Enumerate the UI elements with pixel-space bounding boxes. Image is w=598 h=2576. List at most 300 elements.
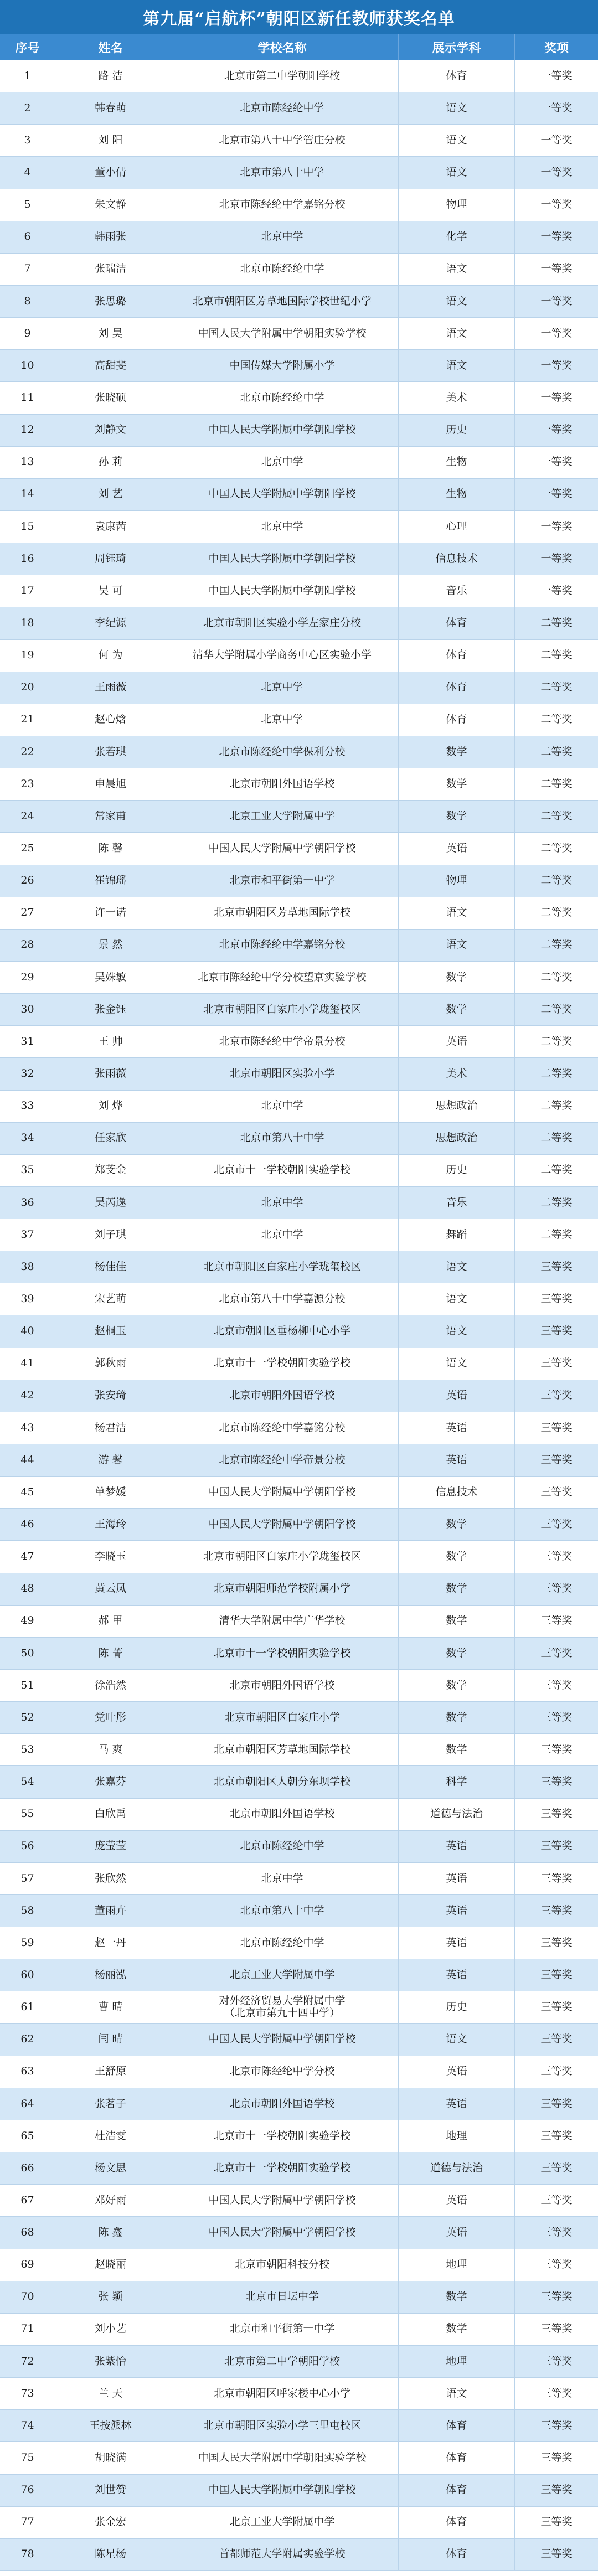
cell-school: 北京中学 [166, 704, 399, 736]
cell-award: 三等奖 [540, 1775, 573, 1788]
table-row [0, 157, 598, 189]
cell-subject: 语文 [399, 897, 515, 929]
cell-subject: 生物 [399, 447, 515, 478]
table-row [0, 1509, 598, 1541]
cell-school: 北京市十一学校朝阳实验学校 [166, 1348, 399, 1380]
cell-number: 73 [0, 2378, 55, 2409]
cell-award: 二等奖 [540, 874, 573, 887]
cell-subject: 英语 [399, 833, 515, 864]
cell-name: 常家甫 [55, 801, 166, 832]
cell-award: 一等奖 [540, 359, 573, 371]
cell-award: 一等奖 [540, 133, 573, 146]
table-row [0, 640, 598, 672]
cell-subject: 生物 [399, 479, 515, 510]
cell-subject: 数学 [399, 1702, 515, 1733]
cell-number: 68 [0, 2217, 55, 2248]
cell-number: 49 [0, 1606, 55, 1637]
cell-name: 袁康茜 [55, 511, 166, 543]
cell-subject: 历史 [399, 415, 515, 446]
cell-school: 北京市朝阳区芳草地国际学校 [166, 897, 399, 929]
cell-school: 首都师范大学附属实验学校 [166, 2539, 399, 2570]
cell-subject: 英语 [399, 1927, 515, 1959]
cell-name: 王 帅 [55, 1026, 166, 1057]
table-row [0, 1412, 598, 1444]
cell-school: 北京市朝阳区白家庄小学 [166, 1702, 399, 1733]
cell-subject: 数学 [399, 736, 515, 768]
cell-name: 董雨卉 [55, 1895, 166, 1927]
cell-number: 65 [0, 2120, 55, 2152]
cell-award: 三等奖 [540, 1936, 573, 1949]
table-row [0, 2249, 598, 2281]
cell-school: 北京市朝阳区实验小学三里屯校区 [166, 2410, 399, 2441]
cell-school: 中国人民大学附属中学朝阳学校 [166, 2024, 399, 2056]
cell-number: 1 [0, 60, 55, 92]
cell-school: 北京市十一学校朝阳实验学校 [166, 2152, 399, 2184]
cell-subject: 英语 [399, 1412, 515, 1444]
cell-subject: 语文 [399, 350, 515, 381]
cell-school: 北京市陈经纶中学 [166, 382, 399, 414]
cell-name: 单梦媛 [55, 1477, 166, 1508]
cell-school: 北京市第八十中学 [166, 157, 399, 188]
cell-school: 北京市和平街第一中学 [166, 865, 399, 897]
cell-name: 赵晓丽 [55, 2249, 166, 2281]
cell-number: 2 [0, 92, 55, 124]
cell-school: 中国人民大学附属中学朝阳实验学校 [166, 2442, 399, 2474]
cell-school: 北京市陈经纶中学 [166, 1927, 399, 1959]
cell-school: 北京市朝阳外国语学校 [166, 768, 399, 800]
cell-subject: 数学 [399, 768, 515, 800]
table-row [0, 1991, 598, 2023]
cell-award: 三等奖 [540, 2548, 573, 2560]
cell-award: 三等奖 [540, 2322, 573, 2335]
cell-number: 3 [0, 125, 55, 156]
cell-school: 中国人民大学附属中学朝阳学校 [166, 1509, 399, 1540]
cell-award: 三等奖 [540, 1517, 573, 1530]
table-row [0, 1927, 598, 1959]
cell-award: 二等奖 [540, 1164, 573, 1176]
cell-award: 二等奖 [540, 1099, 573, 1112]
cell-school: 北京工业大学附属中学 [166, 2507, 399, 2538]
table-row [0, 60, 598, 92]
table-row [0, 1155, 598, 1187]
cell-name: 宋艺萌 [55, 1283, 166, 1315]
cell-subject: 信息技术 [399, 1477, 515, 1508]
cell-subject: 体育 [399, 607, 515, 639]
table-row [0, 1058, 598, 1090]
cell-award: 二等奖 [540, 1035, 573, 1047]
cell-school: 北京市第八十中学 [166, 1895, 399, 1927]
table-row [0, 1734, 598, 1766]
cell-number: 54 [0, 1766, 55, 1798]
table-row [0, 1831, 598, 1863]
cell-school: 北京市第八十中学嘉源分校 [166, 1283, 399, 1315]
cell-subject: 英语 [399, 2217, 515, 2248]
cell-subject: 数学 [399, 2281, 515, 2313]
table-row [0, 1895, 598, 1927]
table-row [0, 1638, 598, 1670]
cell-subject: 道德与法治 [399, 1799, 515, 1830]
cell-number: 77 [0, 2507, 55, 2538]
cell-award: 一等奖 [540, 69, 573, 82]
table-row [0, 1766, 598, 1798]
cell-subject: 语文 [399, 2378, 515, 2409]
cell-number: 14 [0, 479, 55, 510]
cell-award: 三等奖 [540, 1421, 573, 1434]
cell-number: 8 [0, 286, 55, 317]
cell-name: 黄云凤 [55, 1573, 166, 1605]
cell-subject: 英语 [399, 2185, 515, 2216]
cell-award: 三等奖 [540, 2258, 573, 2271]
cell-number: 31 [0, 1026, 55, 1057]
cell-name: 刘子琪 [55, 1219, 166, 1251]
table-row [0, 2056, 598, 2088]
cell-award: 二等奖 [540, 970, 573, 983]
cell-name: 兰 天 [55, 2378, 166, 2409]
cell-number: 28 [0, 930, 55, 961]
cell-number: 37 [0, 1219, 55, 1251]
cell-award: 三等奖 [540, 1840, 573, 1852]
cell-school: 北京市朝阳区垂杨柳中心小学 [166, 1315, 399, 1347]
cell-award: 三等奖 [540, 1904, 573, 1917]
cell-number: 57 [0, 1863, 55, 1894]
cell-name: 陈 鑫 [55, 2217, 166, 2248]
cell-subject: 英语 [399, 1444, 515, 1476]
cell-subject: 英语 [399, 2088, 515, 2120]
cell-name: 张思璐 [55, 286, 166, 317]
cell-award: 三等奖 [540, 2451, 573, 2464]
cell-award: 二等奖 [540, 649, 573, 662]
cell-award: 三等奖 [540, 1679, 573, 1691]
cell-subject: 语文 [399, 286, 515, 317]
cell-subject: 地理 [399, 2249, 515, 2281]
cell-number: 4 [0, 157, 55, 188]
cell-number: 63 [0, 2056, 55, 2088]
cell-number: 9 [0, 318, 55, 349]
cell-subject: 数学 [399, 801, 515, 832]
cell-school: 中国传媒大学附属小学 [166, 350, 399, 381]
cell-name: 陈星杨 [55, 2539, 166, 2570]
cell-name: 赵一丹 [55, 1927, 166, 1959]
cell-award: 三等奖 [540, 1389, 573, 1402]
cell-name: 刘 艺 [55, 479, 166, 510]
cell-award: 三等奖 [540, 1711, 573, 1723]
cell-subject: 数学 [399, 2314, 515, 2345]
cell-subject: 体育 [399, 60, 515, 92]
cell-name: 陈 菁 [55, 1638, 166, 1669]
cell-school: 中国人民大学附属中学朝阳学校 [166, 1477, 399, 1508]
cell-name: 赵桐玉 [55, 1315, 166, 1347]
cell-school: 北京市第二中学朝阳学校 [166, 60, 399, 92]
cell-award: 一等奖 [540, 424, 573, 436]
table-row [0, 1444, 598, 1477]
cell-name: 刘小艺 [55, 2314, 166, 2345]
cell-award: 一等奖 [540, 198, 573, 211]
cell-school: 北京市第八十中学 [166, 1123, 399, 1154]
cell-name: 杨佳佳 [55, 1251, 166, 1283]
table-row [0, 1026, 598, 1058]
cell-name: 韩雨张 [55, 221, 166, 253]
cell-name: 张金宏 [55, 2507, 166, 2538]
cell-name: 游 馨 [55, 1444, 166, 1476]
cell-number: 48 [0, 1573, 55, 1605]
cell-number: 42 [0, 1380, 55, 1412]
cell-award: 二等奖 [540, 1003, 573, 1015]
cell-award: 三等奖 [540, 2387, 573, 2399]
table-row [0, 2088, 598, 2120]
cell-subject: 语文 [399, 1348, 515, 1380]
cell-name: 吴芮逸 [55, 1187, 166, 1219]
cell-subject: 音乐 [399, 1187, 515, 1219]
cell-award: 三等奖 [540, 1614, 573, 1627]
cell-name: 许一诺 [55, 897, 166, 929]
cell-award: 二等奖 [540, 809, 573, 822]
table-row [0, 930, 598, 962]
cell-school: 清华大学附属小学商务中心区实验小学 [166, 640, 399, 672]
cell-subject: 英语 [399, 1863, 515, 1894]
table-row [0, 350, 598, 382]
header-name: 姓名 [55, 34, 166, 60]
cell-school: 北京市陈经纶中学 [166, 1831, 399, 1862]
cell-number: 41 [0, 1348, 55, 1380]
table-row [0, 1251, 598, 1283]
cell-number: 26 [0, 865, 55, 897]
table-row [0, 1091, 598, 1123]
cell-name: 路 洁 [55, 60, 166, 92]
cell-school: 北京市日坛中学 [166, 2281, 399, 2313]
cell-school: 北京市陈经纶中学 [166, 254, 399, 285]
cell-award: 一等奖 [540, 552, 573, 565]
cell-number: 12 [0, 415, 55, 446]
table-row [0, 2120, 598, 2152]
cell-award: 一等奖 [540, 101, 573, 114]
cell-award: 三等奖 [540, 2290, 573, 2303]
table-row [0, 2475, 598, 2507]
cell-school: 北京市第二中学朝阳学校 [166, 2346, 399, 2377]
table-row [0, 1959, 598, 1991]
cell-award: 三等奖 [540, 2033, 573, 2046]
cell-school: 北京市朝阳科技分校 [166, 2249, 399, 2281]
table-row [0, 1219, 598, 1251]
cell-number: 71 [0, 2314, 55, 2345]
cell-school: 北京中学 [166, 221, 399, 253]
cell-award: 二等奖 [540, 842, 573, 855]
page-title: 第九届“启航杯”朝阳区新任教师获奖名单 [0, 0, 598, 34]
cell-award: 三等奖 [540, 1968, 573, 1981]
cell-subject: 思想政治 [399, 1123, 515, 1154]
cell-subject: 英语 [399, 1380, 515, 1412]
table-row [0, 125, 598, 157]
cell-number: 10 [0, 350, 55, 381]
table-row [0, 511, 598, 543]
cell-award: 三等奖 [540, 1646, 573, 1659]
table-row [0, 1670, 598, 1702]
cell-school: 中国人民大学附属中学朝阳学校 [166, 543, 399, 575]
table-row [0, 2281, 598, 2314]
cell-number: 29 [0, 962, 55, 993]
table-row [0, 189, 598, 221]
cell-school: 北京市陈经纶中学嘉铭分校 [166, 189, 399, 221]
cell-award: 二等奖 [540, 1196, 573, 1209]
cell-school: 中国人民大学附属中学朝阳学校 [166, 479, 399, 510]
cell-school: 北京中学 [166, 672, 399, 704]
header-school: 学校名称 [166, 34, 399, 60]
cell-number: 13 [0, 447, 55, 478]
cell-name: 张欣然 [55, 1863, 166, 1894]
cell-award: 三等奖 [540, 2065, 573, 2078]
cell-school: 中国人民大学附属中学朝阳学校 [166, 833, 399, 864]
cell-school: 中国人民大学附属中学朝阳学校 [166, 2475, 399, 2506]
cell-name: 张 颖 [55, 2281, 166, 2313]
cell-subject: 数学 [399, 1670, 515, 1701]
table-row [0, 1541, 598, 1573]
cell-award: 三等奖 [540, 2193, 573, 2206]
cell-school: 中国人民大学附属中学朝阳学校 [166, 415, 399, 446]
cell-number: 19 [0, 640, 55, 672]
cell-award: 一等奖 [540, 488, 573, 500]
table-row [0, 2185, 598, 2217]
cell-subject: 英语 [399, 1026, 515, 1057]
cell-award: 二等奖 [540, 777, 573, 790]
cell-subject: 体育 [399, 2410, 515, 2441]
cell-award: 二等奖 [540, 617, 573, 629]
table-row [0, 1187, 598, 1219]
cell-subject: 历史 [399, 1155, 515, 1186]
cell-number: 23 [0, 768, 55, 800]
cell-name: 张金钰 [55, 994, 166, 1025]
cell-name: 王舒原 [55, 2056, 166, 2088]
cell-number: 76 [0, 2475, 55, 2506]
cell-award: 二等奖 [540, 906, 573, 919]
cell-number: 34 [0, 1123, 55, 1154]
cell-name: 刘世赞 [55, 2475, 166, 2506]
cell-number: 36 [0, 1187, 55, 1219]
cell-subject: 数学 [399, 962, 515, 993]
table-row [0, 2410, 598, 2442]
cell-school: 北京工业大学附属中学 [166, 801, 399, 832]
cell-name: 马 爽 [55, 1734, 166, 1765]
table-row [0, 1573, 598, 1606]
cell-name: 任家欣 [55, 1123, 166, 1154]
cell-name: 高甜斐 [55, 350, 166, 381]
cell-name: 党叶彤 [55, 1702, 166, 1733]
table-row [0, 1315, 598, 1348]
cell-subject: 语文 [399, 930, 515, 961]
cell-name: 胡晓满 [55, 2442, 166, 2474]
cell-subject: 英语 [399, 1831, 515, 1862]
cell-name: 闫 晴 [55, 2024, 166, 2056]
table-row [0, 607, 598, 639]
cell-number: 17 [0, 575, 55, 607]
cell-award: 三等奖 [540, 2097, 573, 2110]
cell-award: 三等奖 [540, 2001, 573, 2014]
cell-subject: 化学 [399, 221, 515, 253]
cell-number: 52 [0, 1702, 55, 1733]
cell-subject: 美术 [399, 1058, 515, 1090]
cell-name: 陈 馨 [55, 833, 166, 864]
cell-award: 一等奖 [540, 327, 573, 339]
cell-subject: 体育 [399, 640, 515, 672]
cell-subject: 数学 [399, 1541, 515, 1572]
cell-name: 吴 可 [55, 575, 166, 607]
table-row [0, 221, 598, 254]
cell-subject: 语文 [399, 157, 515, 188]
table-row [0, 2152, 598, 2185]
cell-subject: 体育 [399, 672, 515, 704]
cell-award: 三等奖 [540, 1260, 573, 1273]
cell-number: 55 [0, 1799, 55, 1830]
cell-school: 北京市陈经纶中学嘉铭分校 [166, 1412, 399, 1444]
cell-subject: 历史 [399, 1991, 515, 2023]
cell-award: 二等奖 [540, 1228, 573, 1241]
cell-award: 三等奖 [540, 1325, 573, 1338]
cell-subject: 英语 [399, 2056, 515, 2088]
cell-number: 60 [0, 1959, 55, 1991]
cell-name: 郭秋雨 [55, 1348, 166, 1380]
cell-school: 北京市朝阳师范学校附属小学 [166, 1573, 399, 1605]
table-header [0, 34, 598, 60]
cell-award: 三等奖 [540, 1453, 573, 1466]
table-row [0, 2217, 598, 2249]
cell-subject: 信息技术 [399, 543, 515, 575]
cell-award: 二等奖 [540, 1067, 573, 1080]
cell-name: 张紫怡 [55, 2346, 166, 2377]
table-row [0, 2314, 598, 2346]
cell-number: 66 [0, 2152, 55, 2184]
cell-subject: 语文 [399, 92, 515, 124]
cell-number: 30 [0, 994, 55, 1025]
cell-number: 6 [0, 221, 55, 253]
header-subject: 展示学科 [399, 34, 515, 60]
cell-award: 三等奖 [540, 2516, 573, 2528]
cell-award: 三等奖 [540, 2226, 573, 2239]
cell-name: 张茗子 [55, 2088, 166, 2120]
cell-name: 申晨旭 [55, 768, 166, 800]
cell-name: 何 为 [55, 640, 166, 672]
table-row [0, 2024, 598, 2056]
cell-number: 72 [0, 2346, 55, 2377]
table-row [0, 479, 598, 511]
cell-subject: 语文 [399, 1315, 515, 1347]
cell-number: 45 [0, 1477, 55, 1508]
cell-number: 56 [0, 1831, 55, 1862]
cell-award: 一等奖 [540, 230, 573, 243]
cell-number: 11 [0, 382, 55, 414]
cell-subject: 语文 [399, 125, 515, 156]
cell-name: 张晓硕 [55, 382, 166, 414]
cell-award: 一等奖 [540, 520, 573, 533]
table-row [0, 318, 598, 350]
cell-number: 15 [0, 511, 55, 543]
cell-number: 21 [0, 704, 55, 736]
cell-school: 北京市朝阳外国语学校 [166, 1670, 399, 1701]
cell-number: 43 [0, 1412, 55, 1444]
cell-subject: 舞蹈 [399, 1219, 515, 1251]
cell-subject: 心理 [399, 511, 515, 543]
cell-number: 74 [0, 2410, 55, 2441]
table-row [0, 994, 598, 1026]
cell-school: 北京市和平街第一中学 [166, 2314, 399, 2345]
cell-subject: 体育 [399, 704, 515, 736]
cell-school: 北京市朝阳区实验小学 [166, 1058, 399, 1090]
table-row [0, 2378, 598, 2410]
cell-name: 张瑞洁 [55, 254, 166, 285]
cell-award: 三等奖 [540, 1582, 573, 1595]
cell-subject: 语文 [399, 318, 515, 349]
cell-award: 三等奖 [540, 1743, 573, 1756]
cell-number: 44 [0, 1444, 55, 1476]
cell-name: 韩春萌 [55, 92, 166, 124]
cell-award: 三等奖 [540, 1808, 573, 1820]
